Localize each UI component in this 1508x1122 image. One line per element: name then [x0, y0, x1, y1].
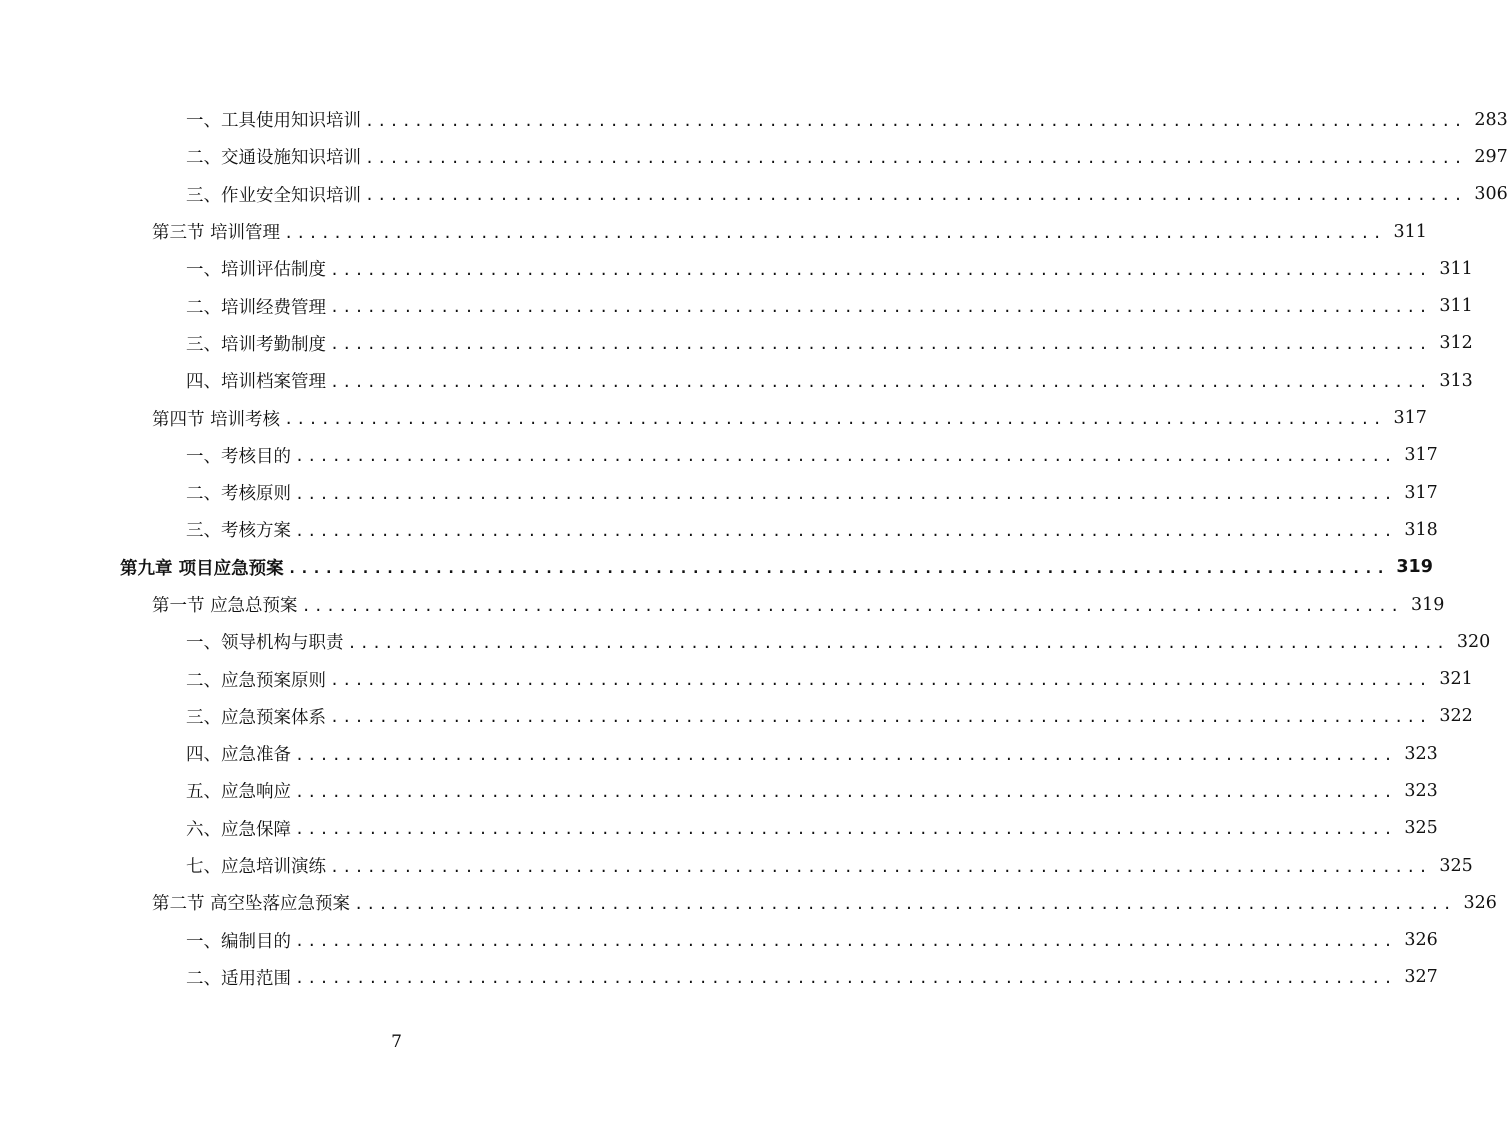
toc-entry-item[interactable] [0, 287, 1473, 324]
toc-entry-item[interactable] [0, 847, 1473, 884]
toc-entry-item[interactable] [0, 511, 1438, 548]
toc-entry-page: 323 [1404, 780, 1438, 801]
toc-entry-page: 325 [1404, 818, 1438, 839]
toc-dot-leader: .......................................................................................... [330, 298, 1431, 317]
toc-entry-page: 327 [1404, 967, 1438, 988]
toc-dot-leader: .......................................................................................... [295, 521, 1396, 540]
toc-entry-title: 三、培训考勤制度 [186, 334, 326, 355]
toc-entry-page: 311 [1439, 296, 1473, 317]
toc-entry-title: 二、交通设施知识培训 [186, 148, 361, 169]
toc-entry-item[interactable] [0, 772, 1438, 809]
toc-entry-title: 二、培训经费管理 [186, 297, 326, 318]
toc-entry-page: 312 [1439, 333, 1473, 354]
toc-entry-item[interactable] [0, 474, 1438, 511]
toc-entry-item[interactable] [0, 959, 1438, 996]
toc-entry-page: 321 [1439, 669, 1473, 690]
toc-entry-page: 326 [1404, 930, 1438, 951]
toc-entry-title: 二、适用范围 [186, 968, 291, 989]
toc-entry-title: 二、应急预案原则 [186, 670, 326, 691]
toc-dot-leader: .......................................................................................... [354, 894, 1455, 913]
toc-entry-page: 319 [1410, 594, 1445, 615]
toc-entry-page: 319 [1396, 557, 1433, 578]
toc-dot-leader: .......................................................................................... [295, 447, 1396, 466]
toc-dot-leader: .......................................................................................... [347, 633, 1449, 652]
toc-entry-page: 311 [1393, 221, 1427, 242]
toc-entry-title: 五、应急响应 [186, 782, 291, 803]
toc-dot-leader: .......................................................................................... [330, 335, 1431, 354]
toc-entry-item[interactable] [0, 735, 1438, 772]
toc-entry-title: 二、考核原则 [186, 484, 291, 505]
toc-entry-section[interactable] [0, 213, 1427, 250]
toc-dot-leader: .......................................................................................... [365, 111, 1466, 130]
toc-dot-leader: .......................................................................................... [365, 186, 1466, 205]
toc-entry-item[interactable] [0, 660, 1473, 697]
toc-dot-leader: .......................................................................................... [330, 260, 1431, 279]
toc-dot-leader: .......................................................................................... [365, 148, 1466, 167]
toc-entry-item[interactable] [0, 250, 1473, 287]
toc-entry-item[interactable] [0, 101, 1508, 138]
toc-entry-page: 326 [1463, 892, 1497, 913]
toc-entry-page: 323 [1404, 743, 1438, 764]
toc-entry-item[interactable] [0, 138, 1508, 175]
toc-entry-title: 三、应急预案体系 [186, 707, 326, 728]
toc-entry-page: 317 [1404, 482, 1438, 503]
toc-entry-page: 322 [1439, 706, 1473, 727]
page-number: 7 [391, 1032, 402, 1052]
toc-entry-title: 七、应急培训演练 [186, 857, 326, 878]
table-of-contents [0, 101, 1508, 996]
toc-dot-leader: .......................................................................................... [301, 596, 1403, 615]
toc-dot-leader: .......................................................................................... [284, 410, 1385, 429]
toc-entry-page: 317 [1393, 408, 1427, 429]
toc-entry-page: 318 [1404, 519, 1438, 540]
toc-entry-title: 一、培训评估制度 [186, 260, 326, 281]
toc-dot-leader: .......................................................................................... [287, 559, 1389, 578]
toc-entry-item[interactable] [0, 362, 1473, 399]
toc-entry-title: 四、培训档案管理 [186, 372, 326, 393]
toc-entry-page: 313 [1439, 370, 1473, 391]
toc-entry-item[interactable] [0, 325, 1473, 362]
toc-entry-title: 一、考核目的 [186, 446, 291, 467]
toc-entry-title: 一、领导机构与职责 [186, 633, 344, 654]
toc-entry-page: 311 [1439, 258, 1473, 279]
toc-dot-leader: .......................................................................................... [295, 745, 1396, 764]
toc-entry-title: 四、应急准备 [186, 745, 291, 766]
toc-entry-title: 第二节 高空坠落应急预案 [152, 894, 351, 915]
toc-entry-title: 一、工具使用知识培训 [186, 111, 361, 132]
toc-entry-item[interactable] [0, 922, 1438, 959]
toc-entry-item[interactable] [0, 437, 1438, 474]
toc-entry-page: 325 [1439, 855, 1473, 876]
toc-entry-title: 六、应急保障 [186, 819, 291, 840]
toc-entry-title: 三、作业安全知识培训 [186, 185, 361, 206]
toc-dot-leader: .......................................................................................... [330, 708, 1431, 727]
toc-dot-leader: .......................................................................................... [330, 857, 1431, 876]
toc-entry-section[interactable] [0, 399, 1427, 436]
toc-entry-item[interactable] [0, 698, 1473, 735]
toc-dot-leader: .......................................................................................... [295, 969, 1396, 988]
toc-entry-page: 320 [1456, 631, 1491, 652]
toc-entry-chapter[interactable] [0, 549, 1433, 586]
toc-entry-title: 第三节 培训管理 [152, 223, 281, 244]
toc-entry-title: 三、考核方案 [186, 521, 291, 542]
toc-entry-title: 第一节 应急总预案 [152, 596, 298, 616]
toc-entry-page: 306 [1474, 184, 1508, 205]
toc-entry-title: 一、编制目的 [186, 931, 291, 952]
toc-entry-title: 第四节 培训考核 [152, 409, 281, 430]
toc-entry-item[interactable] [0, 176, 1508, 213]
toc-dot-leader: .......................................................................................... [295, 932, 1396, 951]
toc-entry-page: 317 [1404, 445, 1438, 466]
toc-dot-leader: .......................................................................................... [295, 782, 1396, 801]
toc-entry-section[interactable] [0, 586, 1445, 623]
toc-dot-leader: .......................................................................................... [295, 820, 1396, 839]
toc-entry-item[interactable] [0, 810, 1438, 847]
toc-dot-leader: .......................................................................................... [284, 223, 1385, 242]
toc-dot-leader: .......................................................................................... [330, 372, 1431, 391]
toc-entry-title: 第九章 项目应急预案 [120, 558, 284, 579]
toc-entry-page: 297 [1474, 146, 1508, 167]
toc-entry-page: 283 [1474, 109, 1508, 130]
toc-dot-leader: .......................................................................................... [330, 671, 1431, 690]
toc-dot-leader: .......................................................................................... [295, 484, 1396, 503]
toc-entry-item[interactable] [0, 623, 1491, 660]
toc-entry-section[interactable] [0, 884, 1497, 921]
